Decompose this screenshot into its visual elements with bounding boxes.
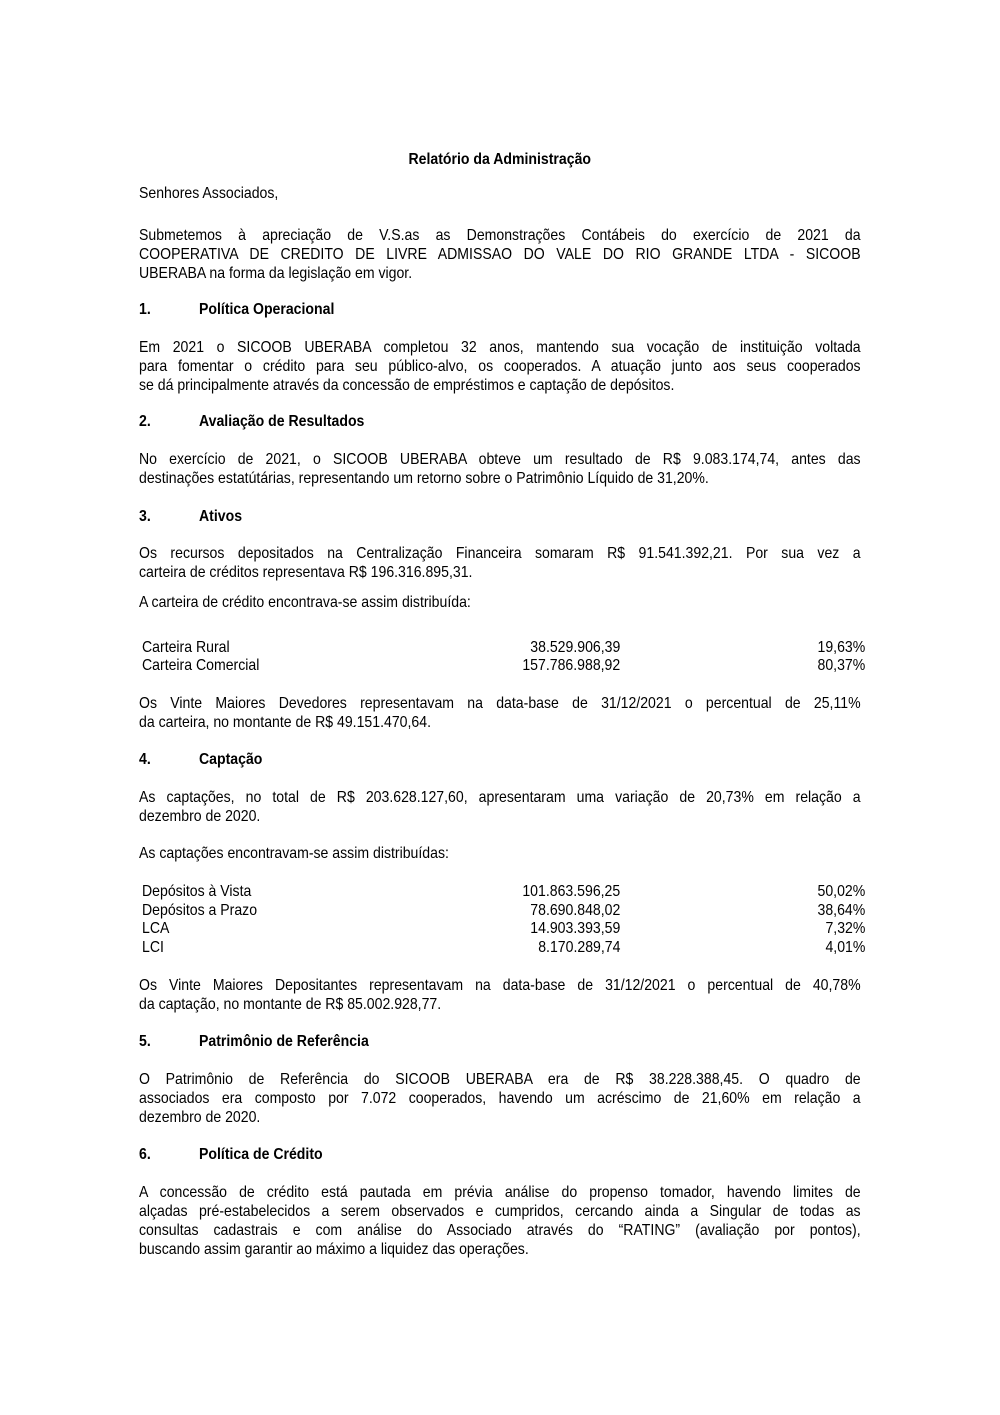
section-6-paragraph: A concessão de crédito está pautada em prévia análise do propenso tomador, havendo limites de alçadas pré-estabelecidos a serem observados e cumpridos, cercando ainda a Singular de todas as consultas cadastrais e com análise do Associado através do “RATING” (avaliação por pontos), buscando assim garantir ao máximo a liquidez das operações. — [139, 1184, 861, 1258]
section-1-paragraph: Em 2021 o SICOOB UBERABA completou 32 anos, mantendo sua vocação de instituição voltada para fomentar o crédito para seu público-alvo, os cooperados. A atuação junto aos seus cooperados se dá principalmente através da concessão de empréstimos e captação de depósitos. — [139, 339, 861, 394]
section-4-paragraph-2: As captações encontravam-se assim distribuídas: — [139, 845, 449, 862]
section-3-paragraph-3: Os Vinte Maiores Devedores representavam na data-base de 31/12/2021 o percentual de 25,11% da carteira, no montante de R$ 49.151.470,64. — [139, 695, 861, 731]
intro-paragraph: Submetemos à apreciação de V.S.as as Demonstrações Contábeis do exercício de 2021 da COOPERATIVA DE CREDITO DE LIVRE ADMISSAO DO VALE DO RIO GRANDE LTDA - SICOOB UBERABA na forma da legislação em vigor. — [139, 227, 861, 282]
greeting: Senhores Associados, — [139, 185, 279, 202]
table-row: Carteira Comercial 157.786.988,92 80,37% — [142, 657, 865, 674]
section-4-paragraph-1: As captações, no total de R$ 203.628.127,60, apresentaram uma variação de 20,73% em relação a dezembro de 2020. — [139, 789, 861, 825]
section-3-paragraph-1: Os recursos depositados na Centralização Financeira somaram R$ 91.541.392,21. Por sua vez a carteira de créditos representava R$ 196.316.895,31. — [139, 545, 861, 581]
section-4-paragraph-3: Os Vinte Maiores Depositantes representavam na data-base de 31/12/2021 o percentual de 40,78% da captação, no montante de R$ 85.002.928,77. — [139, 977, 861, 1013]
table-row: Depósitos à Vista 101.863.596,25 50,02% — [142, 883, 865, 900]
section-2-paragraph: No exercício de 2021, o SICOOB UBERABA obteve um resultado de R$ 9.083.174,74, antes das destinações estatútárias, representando um retorno sobre o Patrimônio Líquido de 31,20%. — [139, 451, 861, 487]
table-row: Depósitos a Prazo 78.690.848,02 38,64% — [142, 902, 865, 919]
table-row: LCA 14.903.393,59 7,32% — [142, 920, 865, 937]
document-title: Relatório da Administração — [408, 151, 592, 168]
table-row: Carteira Rural 38.529.906,39 19,63% — [142, 639, 865, 656]
table-row: LCI 8.170.289,74 4,01% — [142, 939, 865, 956]
section-5-paragraph: O Patrimônio de Referência do SICOOB UBERABA era de R$ 38.228.388,45. O quadro de associados era composto por 7.072 cooperados, havendo um acréscimo de 21,60% em relação a dezembro de 2020. — [139, 1071, 861, 1126]
section-3-paragraph-2: A carteira de crédito encontrava-se assim distribuída: — [139, 594, 471, 611]
